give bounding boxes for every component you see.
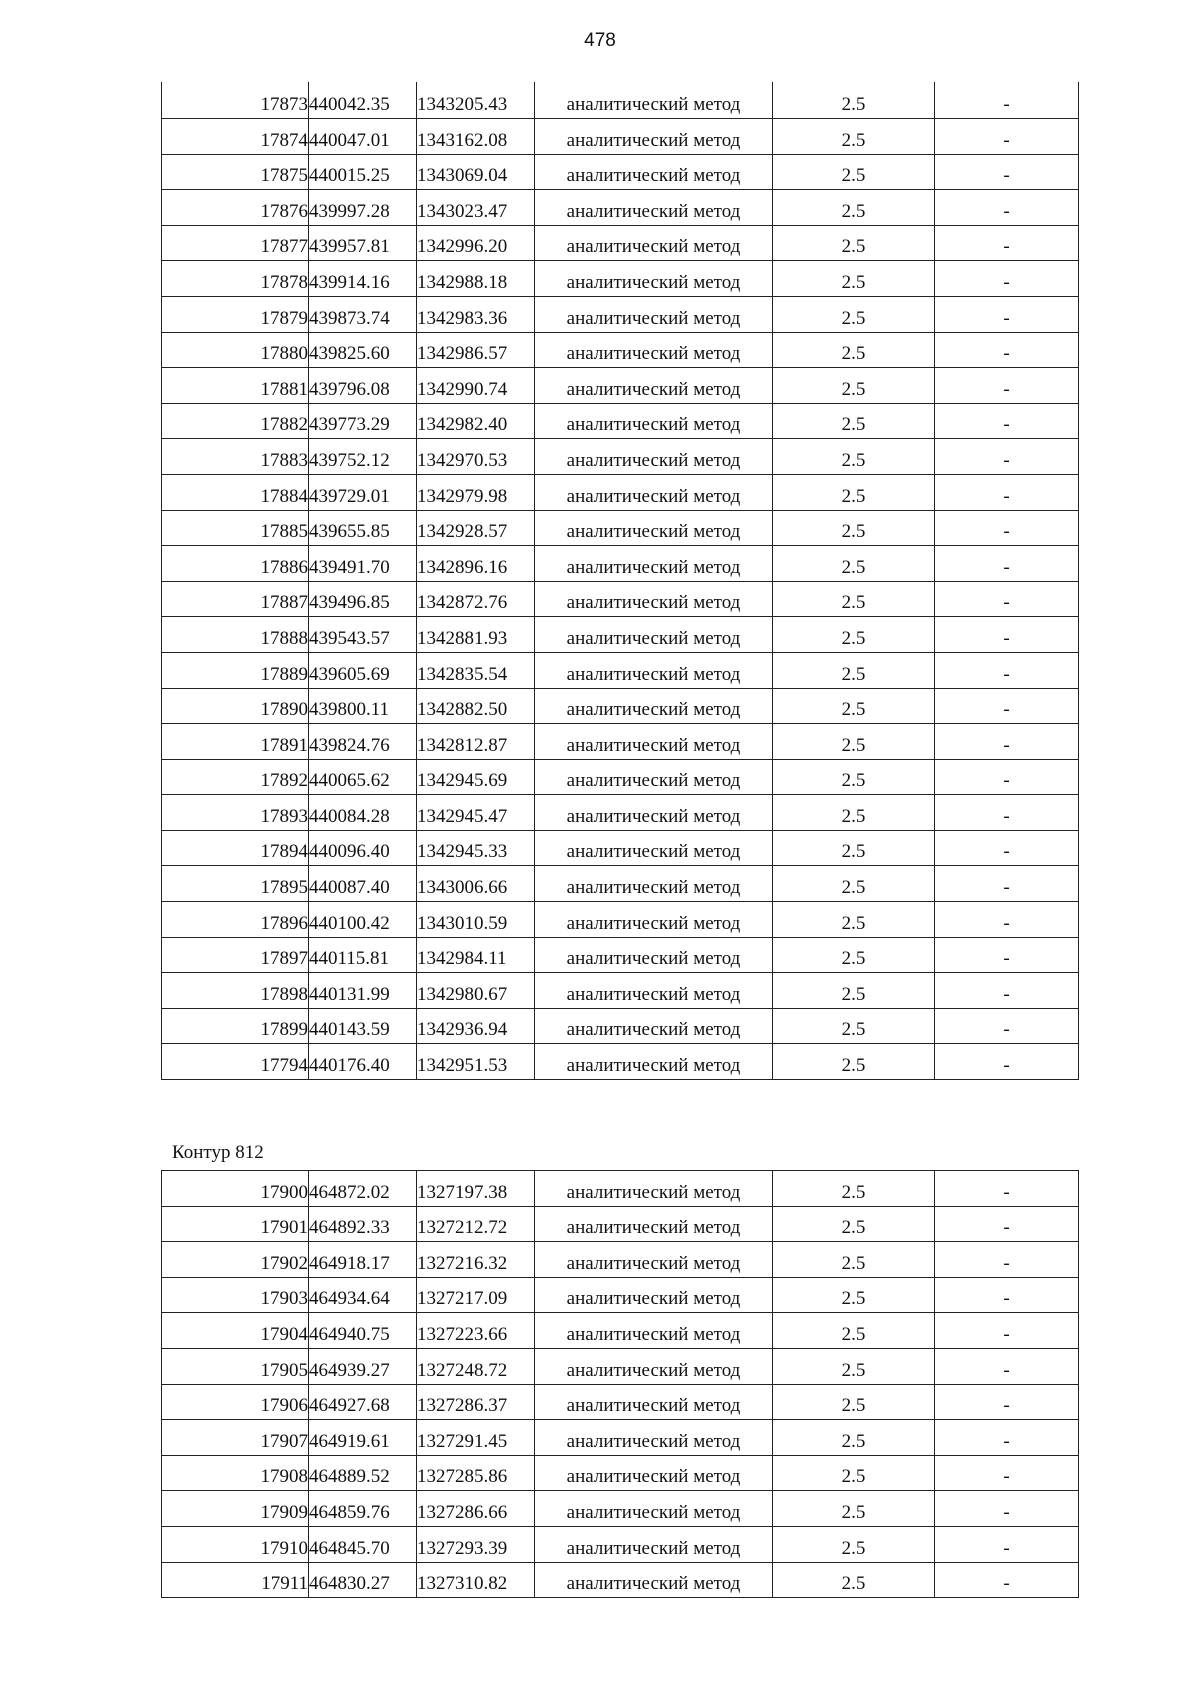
point-number-cell: 17898 (162, 973, 309, 1009)
x-coordinate-cell: 440143.59 (309, 1008, 417, 1044)
note-cell: - (935, 403, 1079, 439)
table-row (162, 724, 1079, 760)
y-coordinate-cell: 1327286.66 (417, 1491, 535, 1527)
y-coordinate-cell: 1342988.18 (417, 261, 535, 297)
table-row (162, 119, 1079, 155)
note-cell: - (935, 439, 1079, 475)
point-number-cell: 17900 (162, 1171, 309, 1207)
point-number-cell: 17888 (162, 617, 309, 653)
table-row (162, 1526, 1079, 1562)
x-coordinate-cell: 439914.16 (309, 261, 417, 297)
table-row (162, 830, 1079, 866)
accuracy-cell: 2.5 (773, 617, 935, 653)
method-cell: аналитический метод (535, 759, 773, 795)
y-coordinate-cell: 1327217.09 (417, 1277, 535, 1313)
note-cell: - (935, 1491, 1079, 1527)
note-cell: - (935, 332, 1079, 368)
note-cell: - (935, 1242, 1079, 1278)
x-coordinate-cell: 439491.70 (309, 546, 417, 582)
y-coordinate-cell: 1342945.69 (417, 759, 535, 795)
y-coordinate-cell: 1342928.57 (417, 510, 535, 546)
note-cell: - (935, 474, 1079, 510)
table-row (162, 1455, 1079, 1491)
method-cell: аналитический метод (535, 510, 773, 546)
accuracy-cell: 2.5 (773, 1313, 935, 1349)
method-cell: аналитический метод (535, 82, 773, 119)
y-coordinate-cell: 1343006.66 (417, 866, 535, 902)
table-row (162, 225, 1079, 261)
accuracy-cell: 2.5 (773, 119, 935, 155)
x-coordinate-cell: 464845.70 (309, 1526, 417, 1562)
y-coordinate-cell: 1327248.72 (417, 1348, 535, 1384)
x-coordinate-cell: 464940.75 (309, 1313, 417, 1349)
accuracy-cell: 2.5 (773, 1491, 935, 1527)
point-number-cell: 17874 (162, 119, 309, 155)
note-cell: - (935, 82, 1079, 119)
accuracy-cell: 2.5 (773, 581, 935, 617)
y-coordinate-cell: 1327310.82 (417, 1562, 535, 1598)
note-cell: - (935, 581, 1079, 617)
accuracy-cell: 2.5 (773, 688, 935, 724)
y-coordinate-cell: 1343023.47 (417, 190, 535, 226)
y-coordinate-cell: 1342872.76 (417, 581, 535, 617)
note-cell: - (935, 510, 1079, 546)
note-cell: - (935, 830, 1079, 866)
x-coordinate-cell: 439873.74 (309, 296, 417, 332)
table-row (162, 902, 1079, 938)
table-row (162, 1044, 1079, 1080)
accuracy-cell: 2.5 (773, 1044, 935, 1080)
x-coordinate-cell: 464927.68 (309, 1384, 417, 1420)
table-row (162, 332, 1079, 368)
x-coordinate-cell: 439957.81 (309, 225, 417, 261)
table-row (162, 866, 1079, 902)
note-cell: - (935, 1562, 1079, 1598)
accuracy-cell: 2.5 (773, 973, 935, 1009)
method-cell: аналитический метод (535, 1242, 773, 1278)
point-number-cell: 17904 (162, 1313, 309, 1349)
y-coordinate-cell: 1343069.04 (417, 154, 535, 190)
table-row (162, 1562, 1079, 1598)
note-cell: - (935, 759, 1079, 795)
x-coordinate-cell: 439496.85 (309, 581, 417, 617)
point-number-cell: 17886 (162, 546, 309, 582)
table-row (162, 1242, 1079, 1278)
x-coordinate-cell: 439796.08 (309, 368, 417, 404)
method-cell: аналитический метод (535, 439, 773, 475)
table-row (162, 1384, 1079, 1420)
section-label-contour: Контур 812 (172, 1142, 264, 1163)
y-coordinate-cell: 1342990.74 (417, 368, 535, 404)
accuracy-cell: 2.5 (773, 332, 935, 368)
method-cell: аналитический метод (535, 332, 773, 368)
accuracy-cell: 2.5 (773, 902, 935, 938)
y-coordinate-cell: 1343162.08 (417, 119, 535, 155)
accuracy-cell: 2.5 (773, 1384, 935, 1420)
table-row (162, 403, 1079, 439)
method-cell: аналитический метод (535, 1313, 773, 1349)
accuracy-cell: 2.5 (773, 510, 935, 546)
accuracy-cell: 2.5 (773, 546, 935, 582)
method-cell: аналитический метод (535, 652, 773, 688)
note-cell: - (935, 866, 1079, 902)
y-coordinate-cell: 1343205.43 (417, 82, 535, 119)
table-row (162, 368, 1079, 404)
note-cell: - (935, 652, 1079, 688)
x-coordinate-cell: 464872.02 (309, 1171, 417, 1207)
method-cell: аналитический метод (535, 403, 773, 439)
table-row (162, 688, 1079, 724)
x-coordinate-cell: 439655.85 (309, 510, 417, 546)
note-cell: - (935, 902, 1079, 938)
y-coordinate-cell: 1327197.38 (417, 1171, 535, 1207)
note-cell: - (935, 795, 1079, 831)
note-cell: - (935, 1171, 1079, 1207)
x-coordinate-cell: 440100.42 (309, 902, 417, 938)
accuracy-cell: 2.5 (773, 1455, 935, 1491)
accuracy-cell: 2.5 (773, 190, 935, 226)
point-number-cell: 17895 (162, 866, 309, 902)
table-row (162, 1491, 1079, 1527)
page-number: 478 (584, 30, 616, 51)
method-cell: аналитический метод (535, 296, 773, 332)
coordinates-table-2 (161, 1170, 1079, 1598)
accuracy-cell: 2.5 (773, 1242, 935, 1278)
x-coordinate-cell: 440042.35 (309, 82, 417, 119)
method-cell: аналитический метод (535, 1562, 773, 1598)
y-coordinate-cell: 1327293.39 (417, 1526, 535, 1562)
y-coordinate-cell: 1342896.16 (417, 546, 535, 582)
x-coordinate-cell: 439605.69 (309, 652, 417, 688)
method-cell: аналитический метод (535, 724, 773, 760)
y-coordinate-cell: 1327223.66 (417, 1313, 535, 1349)
method-cell: аналитический метод (535, 866, 773, 902)
point-number-cell: 17906 (162, 1384, 309, 1420)
table-row (162, 1420, 1079, 1456)
note-cell: - (935, 119, 1079, 155)
table-row (162, 546, 1079, 582)
method-cell: аналитический метод (535, 1526, 773, 1562)
note-cell: - (935, 724, 1079, 760)
accuracy-cell: 2.5 (773, 1171, 935, 1207)
accuracy-cell: 2.5 (773, 1562, 935, 1598)
point-number-cell: 17899 (162, 1008, 309, 1044)
point-number-cell: 17910 (162, 1526, 309, 1562)
accuracy-cell: 2.5 (773, 368, 935, 404)
x-coordinate-cell: 439800.11 (309, 688, 417, 724)
x-coordinate-cell: 464934.64 (309, 1277, 417, 1313)
x-coordinate-cell: 440015.25 (309, 154, 417, 190)
table-row (162, 474, 1079, 510)
method-cell: аналитический метод (535, 902, 773, 938)
x-coordinate-cell: 440065.62 (309, 759, 417, 795)
x-coordinate-cell: 464889.52 (309, 1455, 417, 1491)
table-row (162, 795, 1079, 831)
note-cell: - (935, 225, 1079, 261)
table-row (162, 1313, 1079, 1349)
point-number-cell: 17901 (162, 1206, 309, 1242)
x-coordinate-cell: 464830.27 (309, 1562, 417, 1598)
accuracy-cell: 2.5 (773, 1008, 935, 1044)
x-coordinate-cell: 440131.99 (309, 973, 417, 1009)
accuracy-cell: 2.5 (773, 1526, 935, 1562)
y-coordinate-cell: 1327291.45 (417, 1420, 535, 1456)
accuracy-cell: 2.5 (773, 795, 935, 831)
point-number-cell: 17883 (162, 439, 309, 475)
table-row (162, 261, 1079, 297)
point-number-cell: 17889 (162, 652, 309, 688)
point-number-cell: 17876 (162, 190, 309, 226)
x-coordinate-cell: 464918.17 (309, 1242, 417, 1278)
point-number-cell: 17887 (162, 581, 309, 617)
y-coordinate-cell: 1342979.98 (417, 474, 535, 510)
method-cell: аналитический метод (535, 474, 773, 510)
table-row (162, 439, 1079, 475)
note-cell: - (935, 688, 1079, 724)
point-number-cell: 17794 (162, 1044, 309, 1080)
method-cell: аналитический метод (535, 1008, 773, 1044)
method-cell: аналитический метод (535, 1277, 773, 1313)
point-number-cell: 17878 (162, 261, 309, 297)
accuracy-cell: 2.5 (773, 866, 935, 902)
method-cell: аналитический метод (535, 1455, 773, 1491)
table-row (162, 1348, 1079, 1384)
note-cell: - (935, 937, 1079, 973)
point-number-cell: 17873 (162, 82, 309, 119)
accuracy-cell: 2.5 (773, 724, 935, 760)
point-number-cell: 17908 (162, 1455, 309, 1491)
note-cell: - (935, 368, 1079, 404)
point-number-cell: 17902 (162, 1242, 309, 1278)
accuracy-cell: 2.5 (773, 82, 935, 119)
y-coordinate-cell: 1342982.40 (417, 403, 535, 439)
y-coordinate-cell: 1327286.37 (417, 1384, 535, 1420)
y-coordinate-cell: 1342881.93 (417, 617, 535, 653)
table-row (162, 510, 1079, 546)
x-coordinate-cell: 439997.28 (309, 190, 417, 226)
accuracy-cell: 2.5 (773, 474, 935, 510)
note-cell: - (935, 1008, 1079, 1044)
y-coordinate-cell: 1327285.86 (417, 1455, 535, 1491)
coordinates-table-1 (161, 82, 1079, 1080)
note-cell: - (935, 190, 1079, 226)
accuracy-cell: 2.5 (773, 937, 935, 973)
x-coordinate-cell: 439825.60 (309, 332, 417, 368)
point-number-cell: 17880 (162, 332, 309, 368)
table-row (162, 190, 1079, 226)
accuracy-cell: 2.5 (773, 759, 935, 795)
y-coordinate-cell: 1343010.59 (417, 902, 535, 938)
note-cell: - (935, 1348, 1079, 1384)
accuracy-cell: 2.5 (773, 296, 935, 332)
method-cell: аналитический метод (535, 261, 773, 297)
accuracy-cell: 2.5 (773, 261, 935, 297)
point-number-cell: 17907 (162, 1420, 309, 1456)
method-cell: аналитический метод (535, 1206, 773, 1242)
accuracy-cell: 2.5 (773, 403, 935, 439)
table-row (162, 937, 1079, 973)
point-number-cell: 17896 (162, 902, 309, 938)
method-cell: аналитический метод (535, 225, 773, 261)
point-number-cell: 17909 (162, 1491, 309, 1527)
note-cell: - (935, 154, 1079, 190)
note-cell: - (935, 1206, 1079, 1242)
table-row (162, 581, 1079, 617)
method-cell: аналитический метод (535, 1491, 773, 1527)
note-cell: - (935, 296, 1079, 332)
method-cell: аналитический метод (535, 546, 773, 582)
note-cell: - (935, 1044, 1079, 1080)
x-coordinate-cell: 440087.40 (309, 866, 417, 902)
point-number-cell: 17881 (162, 368, 309, 404)
accuracy-cell: 2.5 (773, 439, 935, 475)
accuracy-cell: 2.5 (773, 1206, 935, 1242)
y-coordinate-cell: 1342980.67 (417, 973, 535, 1009)
y-coordinate-cell: 1342936.94 (417, 1008, 535, 1044)
note-cell: - (935, 1277, 1079, 1313)
method-cell: аналитический метод (535, 937, 773, 973)
accuracy-cell: 2.5 (773, 154, 935, 190)
note-cell: - (935, 617, 1079, 653)
x-coordinate-cell: 440115.81 (309, 937, 417, 973)
note-cell: - (935, 1384, 1079, 1420)
note-cell: - (935, 546, 1079, 582)
y-coordinate-cell: 1342986.57 (417, 332, 535, 368)
x-coordinate-cell: 440176.40 (309, 1044, 417, 1080)
point-number-cell: 17894 (162, 830, 309, 866)
note-cell: - (935, 1455, 1079, 1491)
x-coordinate-cell: 464939.27 (309, 1348, 417, 1384)
table-row (162, 759, 1079, 795)
method-cell: аналитический метод (535, 190, 773, 226)
table-row (162, 1206, 1079, 1242)
x-coordinate-cell: 464859.76 (309, 1491, 417, 1527)
method-cell: аналитический метод (535, 795, 773, 831)
table-row (162, 973, 1079, 1009)
method-cell: аналитический метод (535, 1171, 773, 1207)
note-cell: - (935, 1420, 1079, 1456)
y-coordinate-cell: 1342984.11 (417, 937, 535, 973)
method-cell: аналитический метод (535, 154, 773, 190)
method-cell: аналитический метод (535, 368, 773, 404)
y-coordinate-cell: 1327212.72 (417, 1206, 535, 1242)
accuracy-cell: 2.5 (773, 1348, 935, 1384)
x-coordinate-cell: 439543.57 (309, 617, 417, 653)
point-number-cell: 17884 (162, 474, 309, 510)
point-number-cell: 17890 (162, 688, 309, 724)
x-coordinate-cell: 464919.61 (309, 1420, 417, 1456)
accuracy-cell: 2.5 (773, 1420, 935, 1456)
y-coordinate-cell: 1342882.50 (417, 688, 535, 724)
x-coordinate-cell: 439729.01 (309, 474, 417, 510)
method-cell: аналитический метод (535, 1044, 773, 1080)
y-coordinate-cell: 1327216.32 (417, 1242, 535, 1278)
method-cell: аналитический метод (535, 581, 773, 617)
accuracy-cell: 2.5 (773, 830, 935, 866)
method-cell: аналитический метод (535, 119, 773, 155)
point-number-cell: 17891 (162, 724, 309, 760)
point-number-cell: 17911 (162, 1562, 309, 1598)
y-coordinate-cell: 1342996.20 (417, 225, 535, 261)
point-number-cell: 17877 (162, 225, 309, 261)
point-number-cell: 17882 (162, 403, 309, 439)
x-coordinate-cell: 440096.40 (309, 830, 417, 866)
method-cell: аналитический метод (535, 617, 773, 653)
y-coordinate-cell: 1342945.33 (417, 830, 535, 866)
accuracy-cell: 2.5 (773, 1277, 935, 1313)
x-coordinate-cell: 464892.33 (309, 1206, 417, 1242)
method-cell: аналитический метод (535, 1384, 773, 1420)
method-cell: аналитический метод (535, 1348, 773, 1384)
point-number-cell: 17892 (162, 759, 309, 795)
x-coordinate-cell: 439824.76 (309, 724, 417, 760)
point-number-cell: 17897 (162, 937, 309, 973)
point-number-cell: 17879 (162, 296, 309, 332)
point-number-cell: 17905 (162, 1348, 309, 1384)
method-cell: аналитический метод (535, 688, 773, 724)
table-row (162, 652, 1079, 688)
method-cell: аналитический метод (535, 1420, 773, 1456)
table-row (162, 617, 1079, 653)
x-coordinate-cell: 440047.01 (309, 119, 417, 155)
y-coordinate-cell: 1342970.53 (417, 439, 535, 475)
accuracy-cell: 2.5 (773, 652, 935, 688)
table-row (162, 154, 1079, 190)
y-coordinate-cell: 1342983.36 (417, 296, 535, 332)
y-coordinate-cell: 1342951.53 (417, 1044, 535, 1080)
point-number-cell: 17875 (162, 154, 309, 190)
point-number-cell: 17893 (162, 795, 309, 831)
accuracy-cell: 2.5 (773, 225, 935, 261)
y-coordinate-cell: 1342835.54 (417, 652, 535, 688)
x-coordinate-cell: 440084.28 (309, 795, 417, 831)
table-row (162, 1171, 1079, 1207)
note-cell: - (935, 1313, 1079, 1349)
y-coordinate-cell: 1342945.47 (417, 795, 535, 831)
note-cell: - (935, 1526, 1079, 1562)
table-row (162, 1277, 1079, 1313)
table-row (162, 82, 1079, 119)
note-cell: - (935, 261, 1079, 297)
point-number-cell: 17903 (162, 1277, 309, 1313)
method-cell: аналитический метод (535, 830, 773, 866)
y-coordinate-cell: 1342812.87 (417, 724, 535, 760)
note-cell: - (935, 973, 1079, 1009)
table-row (162, 1008, 1079, 1044)
point-number-cell: 17885 (162, 510, 309, 546)
table-row (162, 296, 1079, 332)
method-cell: аналитический метод (535, 973, 773, 1009)
x-coordinate-cell: 439752.12 (309, 439, 417, 475)
x-coordinate-cell: 439773.29 (309, 403, 417, 439)
